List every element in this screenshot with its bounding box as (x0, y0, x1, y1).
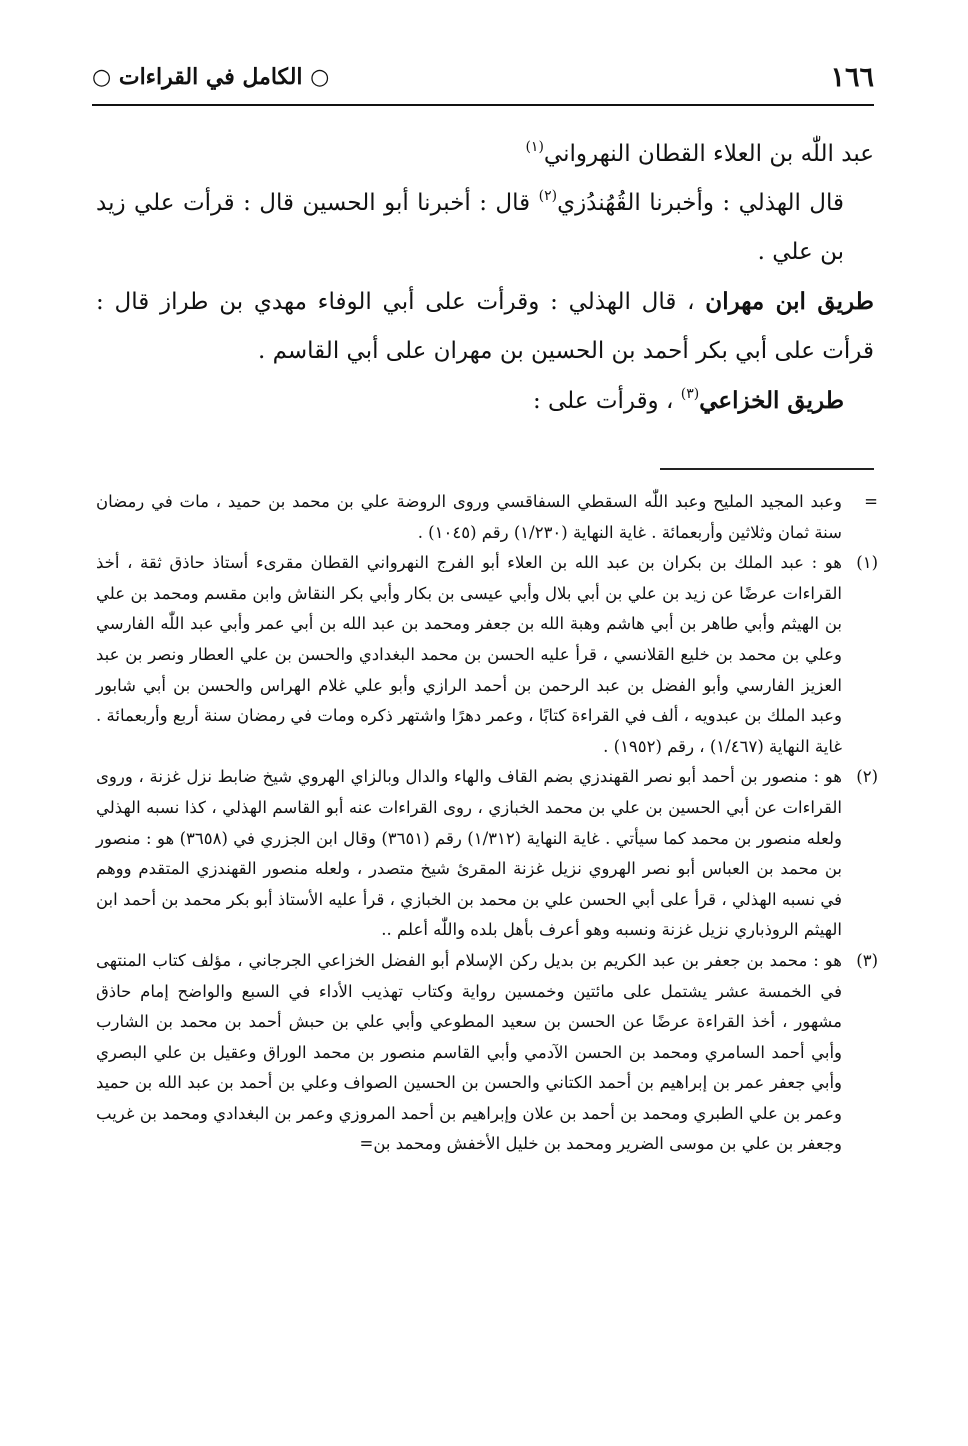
paragraph-2-text-a: قال الهذلي : وأخبرنا القُهُندُزي (557, 190, 845, 216)
footnote-2 (96, 762, 878, 946)
paragraph-1 (96, 130, 874, 179)
footnote-marker: (٣) (856, 950, 878, 970)
paragraph-2-text-b: قال : أخبرنا أبو الحسين قال : قرأت علي زيد بن علي . (96, 190, 844, 265)
paragraph-3-text: ، قال الهذلي : وقرأت على أبي الوفاء مهدي بن طراز قال : قرأت على أبي بكر أحمد بن الحسين بن مهران على أبي القاسم . (96, 289, 874, 364)
footnote-text: وعبد المجيد المليح وعبد اللّٰه السقطي السفاقسي وروى الروضة علي بن محمد بن حميد ، مات في رمضان سنة ثمان وثلاثين وأربعمائة . غاية النهاية (١/٢٣٠) رقم (١٠٤٥) . (96, 492, 842, 542)
footnote-marker: (٢) (856, 767, 878, 787)
footnote-continuation (96, 487, 878, 548)
footnote-text: هو : عبد الملك بن بكران بن عبد الله بن العلاء أبو الفرج النهرواني القطان مقرىء أستاذ حاذق ثقة ، أخذ القراءات عرضًا عن زيد بن علي بن أبي بلال وأبي عيسى بن بكار وأبي بكر النقاش وابن مقسم ومحمد بن علي بن الهيثم وأبي طاهر بن أبي هاشم وهبة الله بن جعفر ومحمد بن عبد الله بن أبي عمر وأبي عبد اللّٰه الفارسي وعلي بن محمد بن خليع القلانسي ، قرأ عليه الحسن بن محمد البغدادي والحسن بن علي العطار ونصر بن عبد العزيز الفارسي وأبو الفضل بن عبد الرحمن بن أحمد الرازي وأبو علي غلام الهراس والحسن بن أبي شابور وعبد الملك بن عبدويه ، ألف في القراءة كتابًا ، وعمر دهرًا واشتهر ذكره ومات في رمضان سنة أربع وأربعمائة . غاية النهاية (١/٤٦٧) ، رقم (١٩٥٢) . (96, 553, 842, 756)
header-rule (92, 104, 874, 106)
footnote-3 (96, 946, 878, 1160)
footnotes (96, 487, 878, 1160)
page-header (92, 58, 874, 98)
paragraph-4-text: ، وقرأت على : (532, 388, 681, 414)
footnote-marker: = (864, 492, 878, 511)
route-heading-khuzai: طريق الخزاعي (699, 387, 844, 414)
paragraph-1-text: عبد اللّٰه بن العلاء القطان النهرواني (543, 141, 874, 167)
footnote-separator (660, 468, 874, 470)
main-text (96, 130, 874, 426)
footnote-1 (96, 548, 878, 762)
footnote-ref-1: (١) (525, 139, 544, 155)
footnote-marker: (١) (856, 553, 878, 573)
footnote-text: هو : منصور بن أحمد أبو نصر القهندزي بضم القاف والهاء والدال وبالزاي الهروي شيخ ضابط نزل غزنة ، وروى القراءات عن أبي الحسين بن علي بن محمد الخبازي ، روى القراءات عنه أبو القاسم الهذلي ، كذا نسبه الهذلي ولعله منصور بن محمد كما سيأتي . غاية النهاية (١/٣١٢) رقم (٣٦٥١) وقال ابن الجزري في (٣٦٥٨) هو : منصور بن محمد بن العباس أبو نصر الهروي نزيل غزنة المقرئ شيخ متصدر ، ولعله منصور القهندزي المتقدم ووهم في نسبه الهذلي ، قرأ على أبي الحسن علي بن محمد بن الخبازي ، قرأ عليه الأستاذ أبو بكر محمد بن أحمد ابن الهيثم الروذباري نزيل غزنة ونسبه وهو أعرف بأهل بلده واللّٰه أعلم .. (96, 767, 843, 940)
running-title: ○ الكامل في القراءات ○ (92, 64, 330, 90)
footnote-ref-2: (٢) (538, 188, 558, 204)
footnote-ref-3: (٣) (680, 386, 700, 402)
paragraph-3 (96, 277, 874, 376)
paragraph-2 (96, 179, 874, 277)
page-number: ١٦٦ (830, 62, 874, 93)
footnote-text: هو : محمد بن جعفر بن عبد الكريم بن بديل ركن الإسلام أبو الفضل الخزاعي الجرجاني ، مؤلف كتاب المنتهى في الخمسة عشر يشتمل على مائتين وخمسين رواية وكتاب تهذيب الأداء في السبع والواضح إمام حاذق مشهور ، أخذ القراءة عرضًا عن الحسن بن سعيد المطوعي وأبي علي بن حبش أحمد بن محمد بن الشارب وأبي أحمد السامري ومحمد بن الحسن الآدمي وأبي القاسم منصور بن محمد الوراق وعقيل بن علي البصري وأبي جعفر عمر بن إبراهيم بن أحمد الكتاني والحسن بن الحسين الصواف وعلي بن أحمد بن عبد الله بن حميد وعمر بن علي الطبري ومحمد بن أحمد بن علان وإبراهيم بن أحمد المروزي وعمر بن البغدادي ومحمد بن غريب وجعفر بن علي بن موسى الضرير ومحمد بن خليل الأخفش ومحمد بن= (96, 950, 842, 1154)
paragraph-4 (96, 376, 874, 426)
route-heading-ibn-mihran: طريق ابن مهران (705, 288, 874, 315)
